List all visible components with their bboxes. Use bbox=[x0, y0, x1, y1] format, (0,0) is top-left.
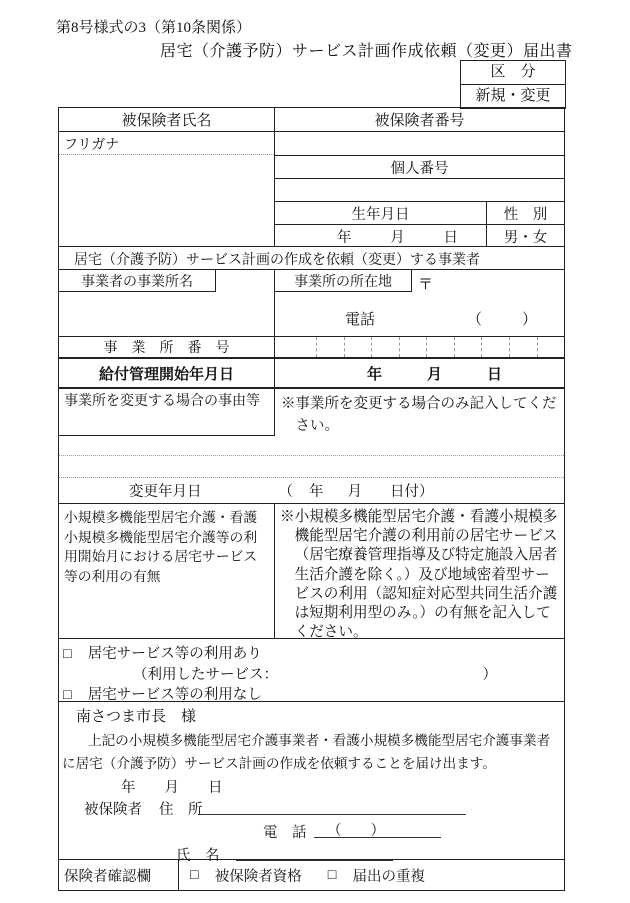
office-address-label: 事業所の所在地 bbox=[275, 270, 412, 292]
checkbox-usage-no-icon: □ bbox=[63, 687, 72, 703]
office-address-cell bbox=[274, 270, 564, 336]
benefit-day-label: 日 bbox=[487, 366, 503, 383]
benefit-month-label: 月 bbox=[427, 366, 443, 383]
declaration-name-line bbox=[59, 844, 564, 864]
office-number-cell bbox=[537, 337, 565, 357]
confirmation-item2: 届出の重複 bbox=[352, 868, 426, 885]
sex-value: 男・女 bbox=[486, 225, 564, 247]
usage-checkbox-section bbox=[59, 638, 564, 701]
office-name-label: 事業者の事業所名 bbox=[59, 270, 216, 292]
office-number-cell bbox=[344, 337, 372, 357]
office-tel-line bbox=[345, 308, 537, 329]
multifunction-note-cell bbox=[274, 504, 564, 641]
office-number-label: 事 業 所 番 号 bbox=[103, 341, 230, 356]
office-row bbox=[59, 269, 564, 336]
office-number-cell bbox=[509, 337, 537, 357]
change-date-year-label: 年 bbox=[309, 484, 324, 500]
personal-number-blank bbox=[275, 178, 564, 201]
birthdate-value bbox=[275, 225, 486, 247]
category-value: 新規・変更 bbox=[461, 84, 565, 108]
usage-no-label: 居宅サービス等の利用なし bbox=[87, 687, 262, 703]
multifunction-note: ※小規模多機能型居宅介護・看護小規模多機能型居宅介護の利用前の居宅サービス（居宅療養管理指導及び特定施設入居者生活介護を除く。）及び地域密着型サービスの利用（認知症対応型共同生活介護は短期利用型のみ。）の有無を記入してください。 bbox=[280, 509, 558, 641]
multifunction-section bbox=[59, 503, 564, 641]
tel-write-line: （ ） bbox=[314, 819, 441, 838]
birthdate-value-subrow bbox=[275, 224, 564, 247]
used-services-line bbox=[133, 663, 497, 684]
personal-number-label: 個人番号 bbox=[275, 155, 564, 178]
birthdate-year-label: 年 bbox=[337, 229, 352, 246]
address-write-line bbox=[198, 796, 466, 815]
birthdate-month-label: 月 bbox=[390, 229, 405, 246]
insured-detail-row bbox=[59, 131, 564, 246]
office-number-cell bbox=[454, 337, 482, 357]
declaration-body-line1: 上記の小規模多機能型居宅介護事業者・看護小規模多機能型居宅介護事業者 bbox=[88, 733, 551, 748]
change-date-label: 変更年月日 bbox=[129, 484, 202, 500]
office-number-cells bbox=[274, 337, 564, 357]
declaration-tel-label: 電 話 bbox=[263, 825, 307, 841]
birthdate-header-subrow bbox=[275, 201, 564, 224]
declaration-tel-line bbox=[59, 821, 564, 841]
declaration-name-label: 氏 名 bbox=[176, 848, 220, 864]
checkbox-insured-qualification-icon: □ bbox=[190, 866, 199, 883]
confirmation-item1: 被保険者資格 bbox=[214, 868, 302, 885]
dotted-writing-line bbox=[59, 455, 564, 456]
change-date-close: 日付） bbox=[390, 484, 434, 500]
checkbox-duplicate-notification-icon: □ bbox=[327, 866, 337, 883]
category-box bbox=[460, 60, 566, 109]
checkbox-usage-yes-icon: □ bbox=[63, 646, 72, 662]
insured-number-blank bbox=[275, 132, 564, 155]
postal-mark-icon: 〒 bbox=[418, 277, 434, 293]
main-form-table bbox=[58, 107, 565, 891]
declaration-section bbox=[59, 701, 564, 864]
birthdate-label: 生年月日 bbox=[351, 206, 410, 223]
page-title: 居宅（介護予防）サービス計画作成依頼（変更）届出書 bbox=[160, 43, 573, 60]
name-write-line bbox=[236, 842, 393, 861]
office-name-cell bbox=[59, 270, 274, 336]
office-number-cell bbox=[426, 337, 454, 357]
dotted-writing-line bbox=[59, 477, 564, 478]
office-tel-label: 電話 bbox=[345, 312, 376, 328]
furigana-label: フリガナ bbox=[59, 132, 274, 155]
benefit-year-label: 年 bbox=[367, 366, 383, 383]
provider-section-header: 居宅（介護予防）サービス計画の作成を依頼（変更）する事業者 bbox=[59, 246, 564, 269]
change-date-open-paren: （ bbox=[278, 484, 293, 500]
declaration-insured-label: 被保険者 bbox=[84, 802, 142, 818]
change-reason-note: ※事業所を変更する場合のみ記入してください。 bbox=[281, 396, 557, 434]
confirmation-label: 保険者確認欄 bbox=[64, 868, 151, 885]
insured-name-cell bbox=[59, 132, 274, 246]
sex-label: 性 別 bbox=[486, 202, 564, 224]
change-date-month-label: 月 bbox=[347, 484, 362, 500]
benefit-start-label: 給付管理開始年月日 bbox=[98, 366, 234, 383]
form-number: 第8号様式の3（第10条関係） bbox=[56, 20, 252, 36]
category-header: 区 分 bbox=[490, 64, 536, 80]
office-tel-open-paren: （ bbox=[467, 312, 483, 328]
office-tel-close-paren: ） bbox=[522, 312, 538, 328]
insured-name-header: 被保険者氏名 bbox=[121, 113, 212, 129]
office-number-cell bbox=[481, 337, 509, 357]
usage-yes-line bbox=[63, 642, 262, 663]
change-date-line bbox=[59, 480, 434, 501]
benefit-start-row bbox=[59, 357, 564, 389]
office-number-cell bbox=[371, 337, 399, 357]
declaration-insured-line bbox=[59, 798, 564, 818]
insured-header-row bbox=[59, 108, 564, 131]
office-number-cell bbox=[275, 337, 316, 357]
used-services-label: （利用したサービス： bbox=[133, 667, 278, 683]
declaration-address-label: 住 所 bbox=[159, 802, 203, 818]
declaration-body-line2: に居宅（介護予防）サービス計画の作成を依頼することを届け出ます。 bbox=[62, 756, 496, 771]
insured-number-header: 被保険者番号 bbox=[274, 108, 564, 131]
usage-yes-label: 居宅サービス等の利用あり bbox=[87, 646, 262, 662]
addressee: 南さつま市長 様 bbox=[76, 709, 197, 725]
benefit-start-value bbox=[274, 359, 564, 387]
office-number-cell bbox=[399, 337, 427, 357]
declaration-date-line: 年 月 日 bbox=[121, 780, 223, 796]
change-reason-section bbox=[59, 389, 564, 503]
confirmation-items bbox=[178, 860, 564, 890]
multifunction-left-label: 小規模多機能型居宅介護・看護小規模多機能型居宅介護等の利用開始月における居宅サービス等の利用の有無 bbox=[64, 510, 258, 584]
office-number-cell bbox=[316, 337, 344, 357]
insured-number-cell bbox=[274, 132, 564, 246]
change-reason-label: 事業所を変更する場合の事由等 bbox=[59, 389, 275, 436]
used-services-close-paren: ） bbox=[482, 667, 497, 683]
birthdate-day-label: 日 bbox=[443, 229, 458, 246]
office-number-row bbox=[59, 336, 564, 357]
